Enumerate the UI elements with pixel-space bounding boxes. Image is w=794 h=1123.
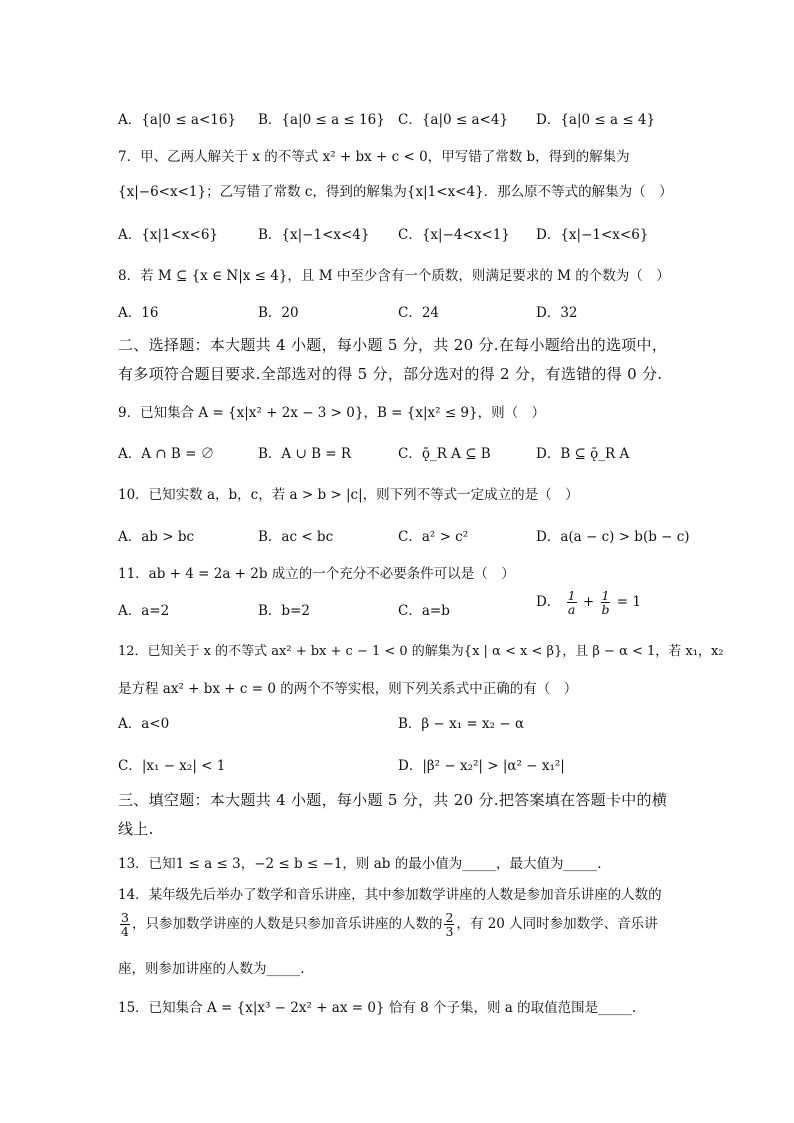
- q9-stem: 9．已知集合 A = {x|x² + 2x − 3 > 0}，B = {x|x² ≤ 9}，则（ ）: [118, 405, 546, 421]
- q13-stem: 13．已知1 ≤ a ≤ 3，−2 ≤ b ≤ −1，则 ab 的最小值为_____，最大值为_____.: [118, 856, 602, 872]
- section3-heading-line2: 线上.: [118, 820, 154, 838]
- q10-option-c: C．a² > c²: [398, 529, 469, 545]
- q8-option-c: C．24: [398, 305, 440, 321]
- q6-option-c: C．{a|0 ≤ a<4}: [398, 112, 509, 128]
- section2-heading-line1: 二、选择题：本大题共 4 小题，每小题 5 分，共 20 分.在每小题给出的选项中，: [118, 336, 668, 354]
- q10-option-a: A．ab > bc: [118, 529, 195, 545]
- q9-option-d: D．B ⊆ ǭ_R A: [536, 446, 630, 462]
- q8-option-d: D．32: [536, 305, 578, 321]
- q9-option-a: A．A ∩ B = ∅: [118, 446, 215, 462]
- q11-option-a: A．a=2: [118, 603, 170, 619]
- q8-option-a: A．16: [118, 305, 159, 321]
- q10-option-d: D．a(a − c) > b(b − c): [536, 529, 690, 545]
- q15-stem: 15．已知集合 A = {x|x³ − 2x² + ax = 0} 恰有 8 个子集，则 a 的取值范围是_____.: [118, 1000, 637, 1016]
- fraction-denominator: 4: [121, 924, 129, 940]
- fraction-numerator: 3: [121, 910, 129, 925]
- q14-line2-mid: ，只参加数学讲座的人数是只参加音乐讲座的人数的: [131, 916, 443, 933]
- q10-option-b: B．ac < bc: [258, 529, 334, 545]
- plus-sign: +: [582, 594, 595, 611]
- q11-option-d-prefix: D．: [536, 594, 561, 611]
- q12-option-b: B．β − x₁ = x₂ − α: [398, 716, 525, 732]
- q7-stem-line2: {x|−6<x<1}；乙写错了常数 c，得到的解集为{x|1<x<4}．那么原不等式的解集为（ ）: [118, 184, 673, 200]
- q7-option-b: B．{x|−1<x<4}: [258, 227, 370, 243]
- q14-stem-line3: 座，则参加讲座的人数为_____.: [118, 961, 305, 977]
- q14-fraction-3-4: [120, 911, 130, 938]
- q8-option-b: B．20: [258, 305, 299, 321]
- q7-option-c: C．{x|−4<x<1}: [398, 227, 510, 243]
- q11-option-d-fraction-1: [567, 589, 577, 616]
- fraction-numerator: 1: [601, 588, 610, 603]
- fraction-denominator: 3: [445, 924, 454, 940]
- q12-option-c: C．|x₁ − x₂| < 1: [118, 758, 226, 774]
- q14-stem-line2: [118, 911, 658, 938]
- q11-option-d-fraction-2: [600, 589, 610, 616]
- q12-stem-line2: 是方程 ax² + bx + c = 0 的两个不等实根，则下列关系式中正确的有（ ）: [118, 681, 578, 697]
- q9-option-b: B．A ∪ B = R: [258, 446, 352, 462]
- q12-option-d: D．|β² − x₂²| > |α² − x₁²|: [398, 758, 565, 774]
- q11-option-d-suffix: = 1: [616, 594, 641, 611]
- q11-stem: 11．ab + 4 = 2a + 2b 成立的一个充分不必要条件可以是（ ）: [118, 566, 515, 582]
- q6-option-b: B．{a|0 ≤ a ≤ 16}: [258, 112, 385, 128]
- section3-heading-line1: 三、填空题：本大题共 4 小题，每小题 5 分，共 20 分.把答案填在答题卡中的横: [118, 791, 668, 809]
- q11-option-c: C．a=b: [398, 603, 450, 619]
- q11-option-d: [536, 589, 641, 616]
- q12-stem-line1: 12．已知关于 x 的不等式 ax² + bx + c − 1 < 0 的解集为{x | α < x < β}，且 β − α < 1，若 x₁，x₂: [118, 644, 724, 659]
- q6-option-d: D．{a|0 ≤ a ≤ 4}: [536, 112, 656, 128]
- q10-stem: 10．已知实数 a，b，c，若 a > b > |c|，则下列不等式一定成立的是（ ）: [118, 487, 579, 503]
- q8-stem: 8．若 M ⊆ {x ∈ N|x ≤ 4}，且 M 中至少含有一个质数，则满足要求的 M 的个数为（ ）: [118, 268, 670, 284]
- q9-option-c: C．ǭ_R A ⊆ B: [398, 446, 491, 462]
- q6-option-a: A．{a|0 ≤ a<16}: [118, 112, 237, 128]
- q14-fraction-2-3: [444, 911, 454, 938]
- fraction-denominator: a: [567, 602, 576, 618]
- fraction-numerator: 1: [567, 588, 576, 603]
- q14-line2-end: ，有 20 人同时参加数学、音乐讲: [456, 916, 658, 933]
- fraction-numerator: 2: [445, 910, 454, 925]
- q7-option-d: D．{x|−1<x<6}: [536, 227, 649, 243]
- q14-stem-line1: 14．某年级先后举办了数学和音乐讲座，其中参加数学讲座的人数是参加音乐讲座的人数的: [118, 887, 662, 903]
- q12-option-a: A．a<0: [118, 716, 170, 732]
- q7-option-a: A．{x|1<x<6}: [118, 227, 219, 243]
- fraction-denominator: b: [601, 602, 610, 618]
- q11-option-b: B．b=2: [258, 603, 310, 619]
- section2-heading-line2: 有多项符合题目要求.全部选对的得 5 分，部分选对的得 2 分，有选错的得 0 分.: [118, 365, 663, 383]
- q7-stem-line1: 7．甲、乙两人解关于 x 的不等式 x² + bx + c < 0，甲写错了常数 b，得到的解集为: [118, 149, 630, 165]
